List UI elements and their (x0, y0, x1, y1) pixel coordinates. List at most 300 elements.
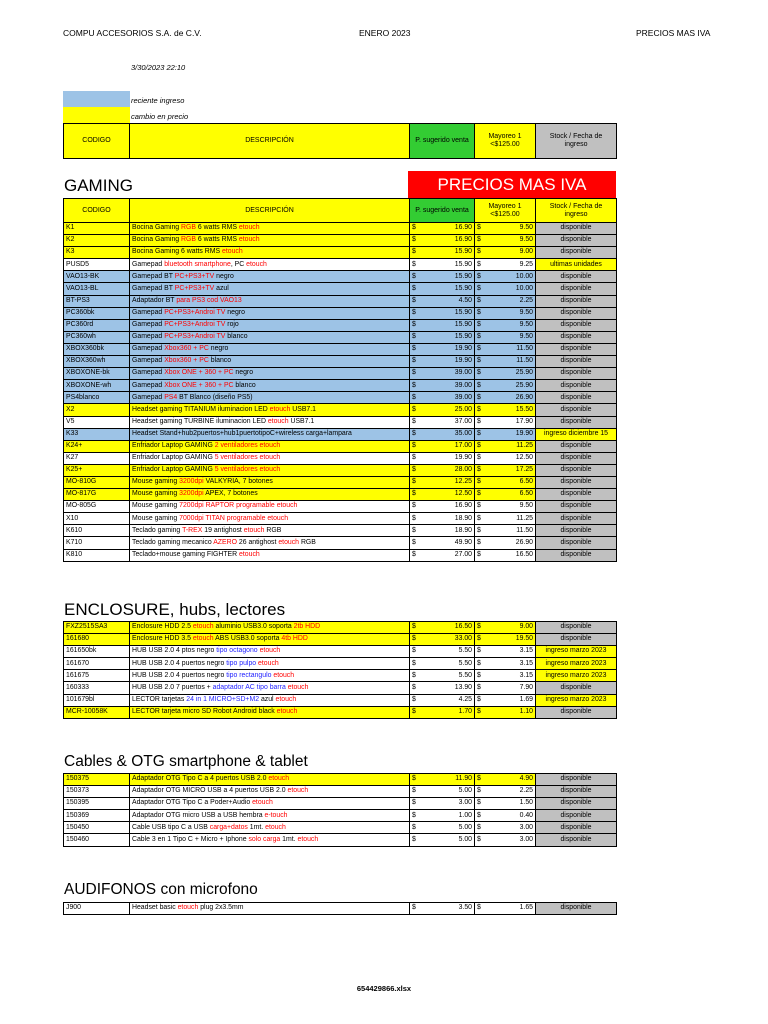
currency-symbol: $ (412, 635, 416, 643)
price-suggested (410, 694, 475, 706)
product-code: VAO13-BK (64, 271, 130, 283)
stock-status: disponible (536, 380, 617, 392)
description-segment: Gamepad (132, 321, 165, 329)
product-description (130, 223, 410, 235)
price-value: 10.00 (515, 284, 533, 292)
table-row (64, 646, 617, 658)
description-segment: Cable USB tipo C a USB (132, 823, 210, 831)
price-value: 4.90 (519, 775, 533, 783)
description-segment: etouch (269, 405, 291, 413)
product-description (130, 235, 410, 247)
price-value: 3.15 (519, 671, 533, 679)
description-segment: Mouse gaming (132, 514, 180, 522)
currency-symbol: $ (412, 623, 416, 631)
currency-symbol: $ (412, 659, 416, 667)
stock-status: disponible (536, 903, 617, 915)
description-segment: blanco (233, 381, 256, 389)
currency-symbol: $ (477, 429, 481, 437)
legend-swatch-new (63, 91, 130, 107)
product-code: XBOX360wh (64, 356, 130, 368)
product-description (130, 501, 410, 513)
description-segment: etouch (287, 683, 309, 691)
price-value: 19.90 (454, 345, 472, 353)
description-segment: Cable 3 en 1 Tipo C + Micro + Iphone (132, 835, 249, 843)
product-description (130, 283, 410, 295)
price-suggested (410, 368, 475, 380)
price-suggested (410, 501, 475, 513)
stock-status: disponible (536, 464, 617, 476)
product-code: 150460 (64, 834, 130, 846)
table-row (64, 464, 617, 476)
price-value: 9.50 (519, 333, 533, 341)
product-code: X10 (64, 513, 130, 525)
description-segment: e-touch (264, 811, 288, 819)
table-row (64, 295, 617, 307)
price-value: 9.50 (519, 321, 533, 329)
stock-status: disponible (536, 440, 617, 452)
table-row (64, 549, 617, 561)
price-value: 4.25 (458, 695, 472, 703)
product-description (130, 903, 410, 915)
price-value: 11.25 (516, 514, 533, 522)
stock-status: disponible (536, 416, 617, 428)
description-segment: etouch (273, 671, 295, 679)
product-description (130, 798, 410, 810)
table-row (64, 247, 617, 259)
currency-symbol: $ (412, 441, 416, 449)
stock-status: disponible (536, 343, 617, 355)
currency-symbol: $ (477, 333, 481, 341)
price-value: 39.00 (454, 381, 472, 389)
description-segment: 4tb HDD (281, 635, 308, 643)
table-row (64, 489, 617, 501)
product-code: XBOXONE-wh (64, 380, 130, 392)
description-segment: etouch (238, 236, 260, 244)
table-row (64, 798, 617, 810)
stock-status: disponible (536, 622, 617, 634)
currency-symbol: $ (412, 369, 416, 377)
price-value: 1.65 (519, 904, 533, 912)
product-code: K24+ (64, 440, 130, 452)
description-segment: etouch (267, 417, 289, 425)
description-segment: 7000dpi TITAN programable (179, 514, 266, 522)
currency-symbol: $ (412, 550, 416, 558)
currency-symbol: $ (412, 381, 416, 389)
description-segment: Headset gaming TITANIUM iluminacion LED (132, 405, 270, 413)
col-code: CODIGO (64, 199, 130, 223)
product-description (130, 404, 410, 416)
price-suggested (410, 356, 475, 368)
price-value: 12.25 (454, 478, 472, 486)
price-wholesale (475, 283, 536, 295)
description-segment: etouch (177, 904, 199, 912)
price-value: 3.50 (458, 904, 472, 912)
datetime: 3/30/2023 22:10 (131, 63, 186, 72)
description-segment: HUB USB 2.0 4 puertos negro (132, 671, 227, 679)
currency-symbol: $ (477, 441, 481, 449)
price-wholesale (475, 295, 536, 307)
currency-symbol: $ (412, 345, 416, 353)
table-row (64, 706, 617, 718)
product-code: K1 (64, 223, 130, 235)
product-description (130, 247, 410, 259)
product-description (130, 259, 410, 271)
section-title-gaming: GAMING (64, 176, 133, 195)
price-value: 17.00 (454, 441, 472, 449)
description-segment: Enfriador Laptop GAMING (132, 441, 215, 449)
product-code: K3 (64, 247, 130, 259)
stock-status: disponible (536, 537, 617, 549)
table-row (64, 694, 617, 706)
description-segment: PC+PS3+Androi TV (164, 321, 226, 329)
description-segment: PC+PS3+TV (174, 272, 215, 280)
price-suggested (410, 319, 475, 331)
currency-symbol: $ (477, 260, 481, 268)
description-segment: 7200dpi RAPTOR programable (179, 502, 275, 510)
stock-status: disponible (536, 295, 617, 307)
product-description (130, 694, 410, 706)
price-value: 18.90 (454, 514, 472, 522)
stock-status: disponible (536, 223, 617, 235)
col-may: Mayoreo 1 <$125.00 (475, 199, 536, 223)
table-row (64, 810, 617, 822)
description-segment: Gamepad BT (132, 284, 175, 292)
price-value: 1.00 (458, 811, 472, 819)
currency-symbol: $ (412, 526, 416, 534)
description-segment: Enclosure HDD 3.5 (132, 635, 193, 643)
description-segment: AZERO (213, 538, 237, 546)
stock-status: ingreso marzo 2023 (536, 670, 617, 682)
currency-symbol: $ (412, 284, 416, 292)
price-wholesale (475, 834, 536, 846)
description-segment: Enclosure HDD 2.5 (132, 623, 193, 631)
table-row (64, 476, 617, 488)
currency-symbol: $ (412, 823, 416, 831)
description-segment: Gamepad (132, 333, 165, 341)
currency-symbol: $ (477, 308, 481, 316)
description-segment: ABS USB3.0 soporta (213, 635, 282, 643)
price-value: 13.90 (454, 683, 472, 691)
price-value: 12.50 (515, 454, 533, 462)
description-segment: azul (214, 284, 229, 292)
price-value: 6.50 (519, 478, 533, 486)
col-sugg: P. sugerido venta (410, 124, 475, 159)
product-code: 150375 (64, 774, 130, 786)
description-segment: etouch (265, 823, 286, 831)
currency-symbol: $ (477, 775, 481, 783)
description-segment: Gamepad (132, 308, 165, 316)
price-suggested (410, 428, 475, 440)
product-description (130, 786, 410, 798)
currency-symbol: $ (412, 466, 416, 474)
description-segment: etouch (192, 635, 214, 643)
price-wholesale (475, 513, 536, 525)
description-segment: USB7.1 (290, 405, 316, 413)
stock-status: ultimas unidades (536, 259, 617, 271)
description-segment: tipo pulpo (226, 659, 257, 667)
section-title-cables: Cables & OTG smartphone & tablet (64, 753, 308, 770)
currency-symbol: $ (412, 538, 416, 546)
product-description (130, 440, 410, 452)
price-value: 5.50 (458, 671, 472, 679)
product-description (130, 368, 410, 380)
price-value: 16.90 (454, 502, 472, 510)
description-segment: etouch (276, 707, 298, 715)
stock-status: ingreso marzo 2023 (536, 694, 617, 706)
price-value: 2.25 (519, 787, 533, 795)
currency-symbol: $ (477, 550, 481, 558)
description-segment: azul (259, 695, 276, 703)
product-description (130, 670, 410, 682)
product-description (130, 682, 410, 694)
price-wholesale (475, 549, 536, 561)
price-value: 15.90 (454, 321, 472, 329)
currency-symbol: $ (477, 526, 481, 534)
currency-symbol: $ (412, 429, 416, 437)
table-row (64, 822, 617, 834)
price-wholesale (475, 810, 536, 822)
price-suggested (410, 834, 475, 846)
price-value: 15.50 (515, 405, 533, 413)
currency-symbol: $ (477, 490, 481, 498)
price-value: 15.90 (454, 248, 472, 256)
description-segment: Gamepad (132, 369, 165, 377)
price-value: 9.50 (519, 308, 533, 316)
legend-label-price: cambio en precio (131, 112, 189, 121)
table-row (64, 271, 617, 283)
price-suggested (410, 706, 475, 718)
price-suggested (410, 513, 475, 525)
description-segment: blanco (225, 333, 248, 341)
description-segment: 5 ventiladores etouch (214, 454, 281, 462)
price-suggested (410, 822, 475, 834)
product-code: V5 (64, 416, 130, 428)
price-value: 5.50 (458, 659, 472, 667)
price-wholesale (475, 259, 536, 271)
price-wholesale (475, 380, 536, 392)
currency-symbol: $ (412, 308, 416, 316)
stock-status: disponible (536, 319, 617, 331)
description-segment: 2 ventiladores etouch (214, 441, 281, 449)
description-segment: Bocina Gaming 6 watts RMS (132, 248, 222, 256)
price-value: 5.00 (458, 823, 472, 831)
price-value: 16.90 (454, 224, 472, 232)
price-wholesale (475, 416, 536, 428)
product-code: 161675 (64, 670, 130, 682)
column-header-table (63, 123, 617, 159)
price-value: 19.50 (515, 635, 533, 643)
price-suggested (410, 537, 475, 549)
price-value: 19.90 (454, 357, 472, 365)
description-segment: negro (233, 369, 254, 377)
price-wholesale (475, 501, 536, 513)
currency-symbol: $ (477, 417, 481, 425)
price-value: 5.00 (458, 787, 472, 795)
product-description (130, 295, 410, 307)
product-code: K2 (64, 235, 130, 247)
product-code: MO-805G (64, 501, 130, 513)
currency-symbol: $ (412, 454, 416, 462)
currency-symbol: $ (412, 787, 416, 795)
price-suggested (410, 331, 475, 343)
product-code: PC360rd (64, 319, 130, 331)
footer-filename: 654429866.xlsx (356, 984, 412, 993)
product-code: 101679bl (64, 694, 130, 706)
price-suggested (410, 283, 475, 295)
product-code: 150369 (64, 810, 130, 822)
product-description (130, 271, 410, 283)
description-segment: Enfriador Laptop GAMING (132, 466, 215, 474)
currency-symbol: $ (412, 296, 416, 304)
description-segment: PC+PS3+Androi TV (164, 333, 226, 341)
price-value: 9.50 (519, 224, 533, 232)
price-wholesale (475, 247, 536, 259)
col-stock: Stock / Fecha de ingreso (536, 124, 617, 159)
currency-symbol: $ (477, 799, 481, 807)
description-segment: etouch (252, 799, 273, 807)
table-row (64, 404, 617, 416)
description-segment: RGB (299, 538, 316, 546)
price-wholesale (475, 706, 536, 718)
table-row (64, 331, 617, 343)
product-description (130, 331, 410, 343)
price-wholesale (475, 331, 536, 343)
price-wholesale (475, 822, 536, 834)
description-segment: solo carga (248, 835, 281, 843)
gaming-table (63, 198, 617, 562)
section-title-audio: AUDIFONOS con microfono (64, 881, 258, 898)
price-suggested (410, 658, 475, 670)
stock-status: ingreso marzo 2023 (536, 646, 617, 658)
price-suggested (410, 786, 475, 798)
product-code: PC360wh (64, 331, 130, 343)
table-row (64, 682, 617, 694)
description-segment: Gamepad BT (132, 272, 175, 280)
description-segment: HUB USB 2.0 7 puertos + (132, 683, 213, 691)
price-wholesale (475, 356, 536, 368)
product-description (130, 513, 410, 525)
product-code: K610 (64, 525, 130, 537)
price-value: 28.00 (454, 466, 472, 474)
price-wholesale (475, 464, 536, 476)
product-description (130, 537, 410, 549)
currency-symbol: $ (477, 823, 481, 831)
stock-status: ingreso diciembre 15 (536, 428, 617, 440)
product-code: PS4blanco (64, 392, 130, 404)
product-code: MCR-10058K (64, 706, 130, 718)
price-suggested (410, 464, 475, 476)
description-segment: etouch (246, 260, 267, 268)
currency-symbol: $ (477, 357, 481, 365)
description-segment: LECTOR tarjeta micro SD Robot Android black (132, 707, 277, 715)
product-description (130, 622, 410, 634)
price-value: 1.69 (519, 695, 533, 703)
precios-banner: PRECIOS MAS IVA (408, 171, 616, 198)
description-segment: RGB (264, 526, 282, 534)
table-row (64, 368, 617, 380)
product-code: K33 (64, 428, 130, 440)
table-row (64, 658, 617, 670)
currency-symbol: $ (477, 635, 481, 643)
table-row (64, 537, 617, 549)
description-segment: BT Blanco (diseño PS5) (177, 393, 253, 401)
price-wholesale (475, 622, 536, 634)
description-segment: Enfriador Laptop GAMING (132, 454, 215, 462)
currency-symbol: $ (412, 224, 416, 232)
description-segment: carga+datos (209, 823, 248, 831)
price-suggested (410, 476, 475, 488)
currency-symbol: $ (477, 478, 481, 486)
description-segment: etouch (238, 224, 260, 232)
description-segment: RGB (181, 224, 196, 232)
price-value: 7.90 (519, 683, 533, 691)
description-segment: 2tb HDD (293, 623, 321, 631)
col-may: Mayoreo 1 <$125.00 (475, 124, 536, 159)
price-suggested (410, 259, 475, 271)
currency-symbol: $ (477, 236, 481, 244)
price-suggested (410, 525, 475, 537)
currency-symbol: $ (412, 478, 416, 486)
stock-status: disponible (536, 452, 617, 464)
description-segment: Adaptador BT (132, 296, 177, 304)
table-row (64, 416, 617, 428)
description-segment: Teclado gaming (132, 526, 183, 534)
description-segment: aluminio USB3.0 soporta (213, 623, 294, 631)
price-value: 16.50 (454, 623, 472, 631)
description-segment: Mouse gaming (132, 490, 180, 498)
table-row (64, 380, 617, 392)
description-segment: negro (208, 345, 229, 353)
price-value: 27.00 (454, 550, 472, 558)
price-value: 9.50 (519, 502, 533, 510)
price-value: 11.50 (516, 526, 533, 534)
description-segment: etouch (265, 514, 289, 522)
price-suggested (410, 380, 475, 392)
description-segment: etouch (239, 550, 260, 558)
price-wholesale (475, 537, 536, 549)
stock-status: disponible (536, 235, 617, 247)
currency-symbol: $ (412, 321, 416, 329)
table-row (64, 319, 617, 331)
product-description (130, 810, 410, 822)
currency-symbol: $ (412, 236, 416, 244)
product-description (130, 428, 410, 440)
currency-symbol: $ (412, 647, 416, 655)
price-wholesale (475, 404, 536, 416)
price-suggested (410, 682, 475, 694)
currency-symbol: $ (477, 466, 481, 474)
currency-symbol: $ (412, 707, 416, 715)
currency-symbol: $ (477, 321, 481, 329)
product-code: XBOX360bk (64, 343, 130, 355)
price-value: 1.50 (519, 799, 533, 807)
price-suggested (410, 235, 475, 247)
description-segment: Adaptador OTG Tipo C a 4 puertos USB 2.0 (132, 775, 269, 783)
table-row (64, 622, 617, 634)
price-suggested (410, 810, 475, 822)
currency-symbol: $ (412, 775, 416, 783)
product-code: J900 (64, 903, 130, 915)
description-segment: Headset gaming TURBINE iluminacion LED (132, 417, 268, 425)
description-segment: 1mt. (280, 835, 298, 843)
table-row (64, 452, 617, 464)
currency-symbol: $ (477, 272, 481, 280)
description-segment: plug 2x3.5mm (198, 904, 244, 912)
month-label: ENERO 2023 (359, 28, 411, 38)
price-value: 11.25 (516, 441, 533, 449)
currency-symbol: $ (412, 514, 416, 522)
description-segment: Adaptador OTG Tipo C a Poder+Audio (132, 799, 253, 807)
